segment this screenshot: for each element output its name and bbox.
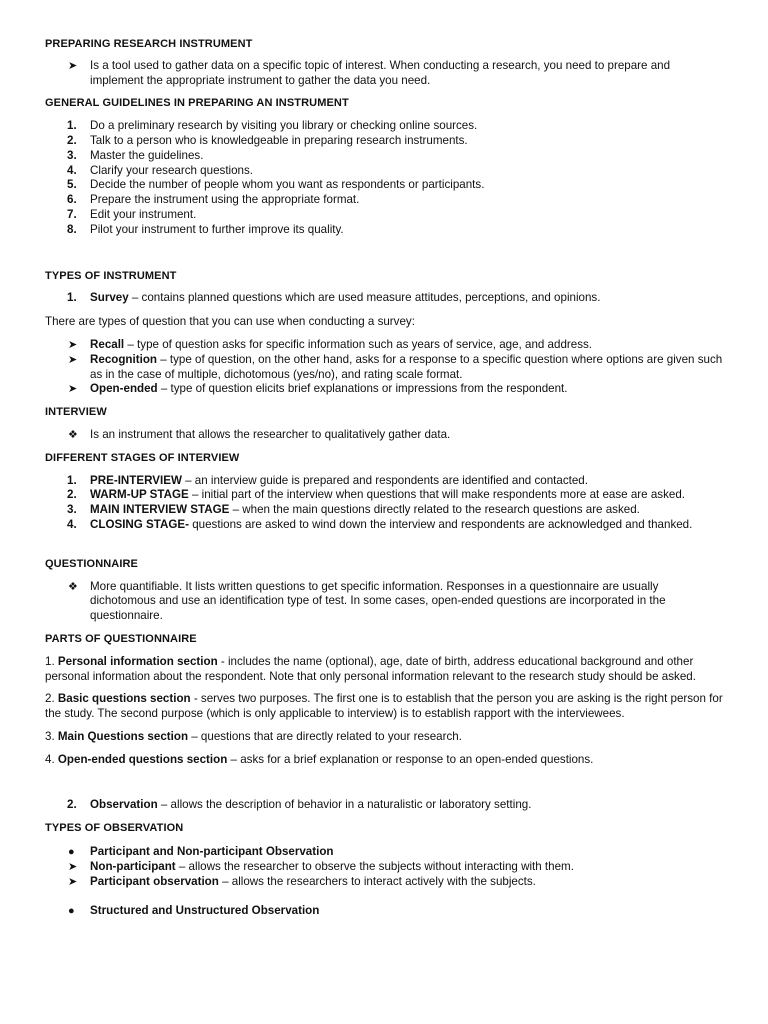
list-item: 2. Talk to a person who is knowledgeable in preparing research instruments. — [67, 133, 468, 147]
list-item: 6. Prepare the instrument using the appropriate format. — [67, 193, 360, 207]
observation-item: 2. Observation – allows the description of behavior in a naturalistic or laboratory setting. — [67, 798, 532, 812]
survey-item: 1. Survey – contains planned questions which are used measure attitudes, perceptions, and opinions. — [67, 291, 601, 305]
part-main-questions: 3. Main Questions section – questions that are directly related to your research. — [45, 729, 462, 743]
heading-preparing: PREPARING RESEARCH INSTRUMENT — [45, 38, 253, 50]
arrowhead-bullet-icon: ➤ — [68, 59, 78, 72]
list-item: 1. Do a preliminary research by visiting you library or checking online sources. — [67, 119, 478, 133]
interview-bullet: ❖ Is an instrument that allows the researcher to qualitatively gather data. — [45, 428, 724, 443]
diamond-bullet-icon: ❖ — [68, 580, 78, 593]
arrowhead-bullet-icon: ➤ — [68, 338, 78, 351]
list-item: 1. PRE-INTERVIEW – an interview guide is prepared and respondents are identified and contacted. — [67, 473, 588, 487]
list-item: 3. MAIN INTERVIEW STAGE – when the main questions directly related to the research questions are asked. — [67, 503, 640, 517]
survey-types-list — [45, 338, 724, 397]
part-personal-info: 1. Personal information section - includes the name (optional), age, date of birth, address educational background and other personal information about the respondent. Note that only personal information relevant to the research study should be asked. — [45, 654, 696, 683]
list-item: 7. Edit your instrument. — [67, 207, 197, 221]
stages-list — [45, 474, 724, 533]
heading-stages: DIFFERENT STAGES OF INTERVIEW — [45, 451, 240, 464]
list-item: ➤ Non-participant – allows the researcher to observe the subjects without interacting with them. — [45, 860, 724, 875]
list-item: 4. Clarify your research questions. — [67, 163, 254, 177]
heading-parts: PARTS OF QUESTIONNAIRE — [45, 632, 197, 645]
obs-group-structured: ● Structured and Unstructured Observation — [45, 904, 724, 919]
list-item: 4. CLOSING STAGE- questions are asked to wind down the interview and respondents are acknowledged and thanked. — [67, 517, 693, 531]
list-item: ➤ Participant observation – allows the researchers to interact actively with the subjects. — [45, 875, 724, 890]
arrowhead-bullet-icon: ➤ — [68, 383, 78, 396]
list-item: 2. WARM-UP STAGE – initial part of the interview when questions that will make respondents more at ease are asked. — [67, 488, 685, 502]
obs-group-participant: ● Participant and Non-participant Observation — [45, 845, 724, 860]
list-item: ➤ Recognition – type of question, on the other hand, asks for a response to a specific question where options are given such as in the case of multiple, dichotomous (yes/no), and rating scale format. — [45, 353, 724, 383]
heading-interview: INTERVIEW — [45, 406, 107, 419]
heading-types-of-instrument: TYPES OF INSTRUMENT — [45, 269, 177, 282]
diamond-bullet-icon: ❖ — [68, 428, 78, 441]
part-basic-questions: 2. Basic questions section - serves two purposes. The first one is to establish that the person you are asking is the right person for the study. The second purpose (which is only applicable to interview) is to establish rapport with the interviewees. — [45, 692, 723, 721]
list-item: 5. Decide the number of people whom you want as respondents or participants. — [67, 178, 485, 192]
round-bullet-icon: ● — [68, 846, 75, 859]
obs-items-list — [45, 860, 724, 890]
list-item: 3. Master the guidelines. — [67, 148, 204, 162]
list-item: 8. Pilot your instrument to further improve its quality. — [67, 222, 344, 236]
list-item: ➤ Recall – type of question asks for specific information such as years of service, age, and address. — [45, 338, 724, 353]
preparing-bullet: ➤ Is a tool used to gather data on a specific topic of interest. When conducting a research, you need to prepare and implement the appropriate instrument to gather the data you need. — [45, 59, 724, 89]
arrowhead-bullet-icon: ➤ — [68, 860, 78, 873]
arrowhead-bullet-icon: ➤ — [68, 353, 78, 366]
survey-intro: There are types of question that you can use when conducting a survey: — [45, 315, 415, 329]
guidelines-list — [45, 119, 724, 237]
heading-guidelines: GENERAL GUIDELINES IN PREPARING AN INSTRUMENT — [45, 97, 349, 110]
part-open-ended: 4. Open-ended questions section – asks for a brief explanation or response to an open-ended questions. — [45, 752, 594, 766]
arrowhead-bullet-icon: ➤ — [68, 875, 78, 888]
heading-types-of-observation: TYPES OF OBSERVATION — [45, 822, 184, 835]
list-item: ➤ Open-ended – type of question elicits brief explanations or impressions from the respondent. — [45, 382, 724, 397]
questionnaire-bullet: ❖ More quantifiable. It lists written questions to get specific information. Responses in a questionnaire are usually dichotomous and use an identification type of test. In some cases, open-ended questions are incorporated in the questionnaire. — [45, 580, 724, 624]
round-bullet-icon: ● — [68, 905, 75, 918]
heading-questionnaire: QUESTIONNAIRE — [45, 557, 138, 570]
